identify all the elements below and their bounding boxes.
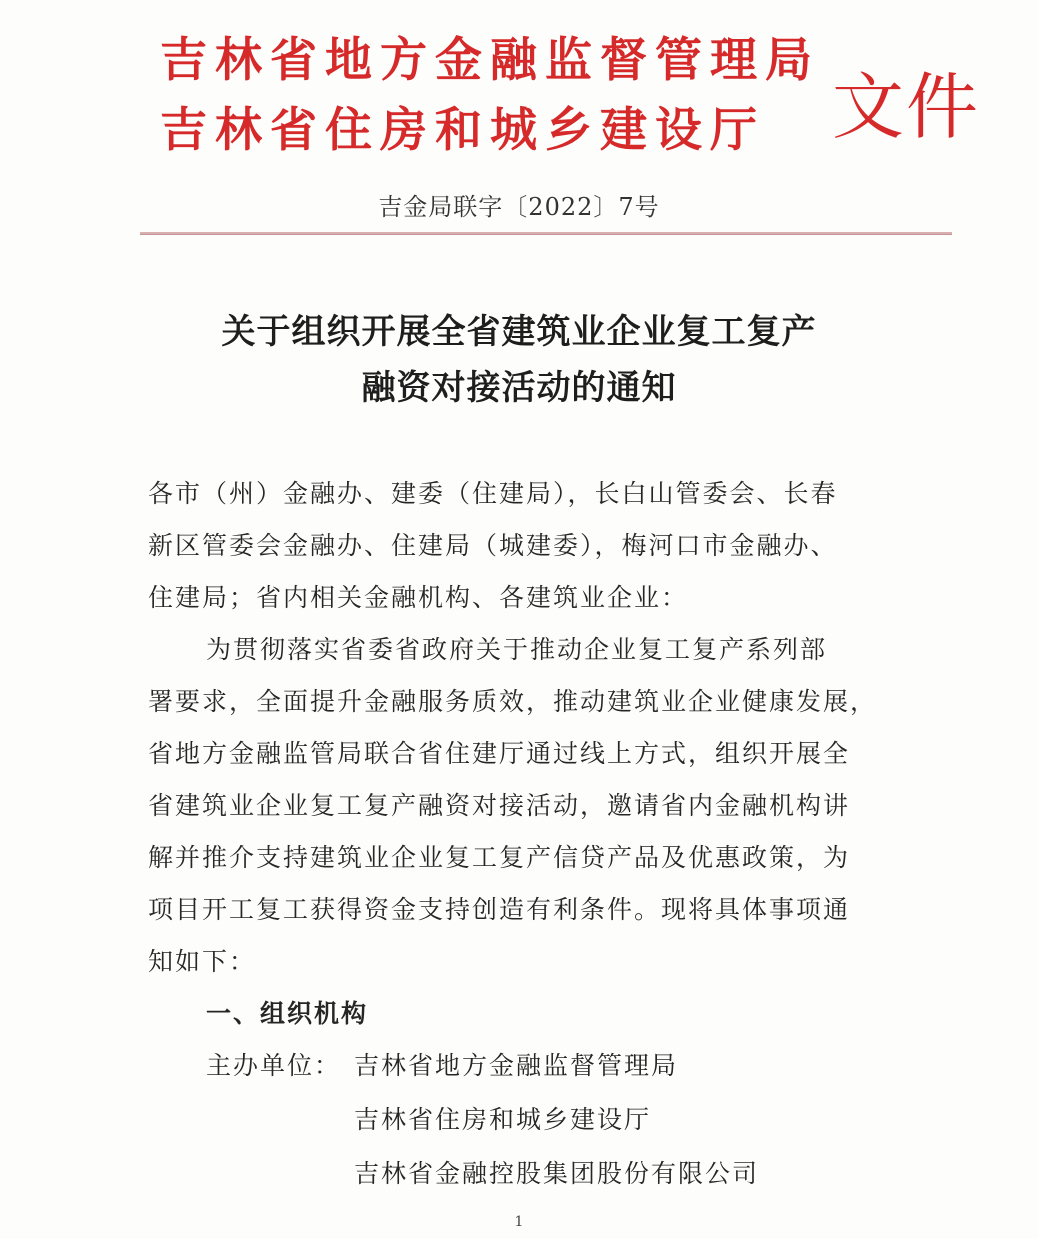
organizer-row bbox=[148, 1148, 908, 1202]
document-body bbox=[148, 468, 908, 1202]
organizer-name: 吉林省金融控股集团股份有限公司 bbox=[354, 1159, 760, 1188]
addressee-line: 各市（州）金融办、建委（住建局），长白山管委会、长春 bbox=[148, 479, 838, 508]
organizer-row bbox=[148, 1094, 908, 1148]
letterhead-issuers bbox=[160, 26, 820, 166]
paragraph-line: 省建筑业企业复工复产融资对接活动，邀请省内金融机构讲 bbox=[148, 791, 851, 820]
document-number: 吉金局联字〔2022〕7号 bbox=[378, 193, 660, 221]
paragraph-line: 项目开工复工获得资金支持创造有利条件。现将具体事项通 bbox=[148, 895, 851, 924]
organizer-label: 主办单位： bbox=[206, 1051, 342, 1080]
letterhead-file-word: 文件 bbox=[832, 65, 981, 149]
document-title bbox=[100, 304, 938, 416]
letterhead-divider bbox=[140, 232, 952, 235]
page-number: 1 bbox=[514, 1214, 524, 1230]
title-line: 关于组织开展全省建筑业企业复工复产 bbox=[221, 312, 817, 352]
addressee-line: 住建局；省内相关金融机构、各建筑业企业： bbox=[148, 583, 689, 612]
paragraph-line: 署要求，全面提升金融服务质效，推动建筑业企业健康发展， bbox=[148, 687, 878, 716]
paragraph-line: 省地方金融监管局联合省住建厅通过线上方式，组织开展全 bbox=[148, 739, 851, 768]
issuer-name: 吉林省地方金融监督管理局 bbox=[160, 33, 820, 88]
organizer-name: 吉林省地方金融监督管理局 bbox=[354, 1051, 679, 1080]
addressee-line: 新区管委会金融办、住建局（城建委），梅河口市金融办、 bbox=[148, 531, 838, 560]
paragraph-line: 为贯彻落实省委省政府关于推动企业复工复产系列部 bbox=[206, 635, 828, 664]
organizer-row bbox=[148, 1040, 908, 1094]
issuer-name: 吉林省住房和城乡建设厅 bbox=[160, 103, 765, 158]
title-line: 融资对接活动的通知 bbox=[361, 368, 677, 408]
section-heading: 一、组织机构 bbox=[206, 999, 369, 1028]
paragraph-line: 解并推介支持建筑业企业复工复产信贷产品及优惠政策，为 bbox=[148, 843, 851, 872]
paragraph-line: 知如下： bbox=[148, 947, 257, 976]
organizer-name: 吉林省住房和城乡建设厅 bbox=[354, 1105, 652, 1134]
